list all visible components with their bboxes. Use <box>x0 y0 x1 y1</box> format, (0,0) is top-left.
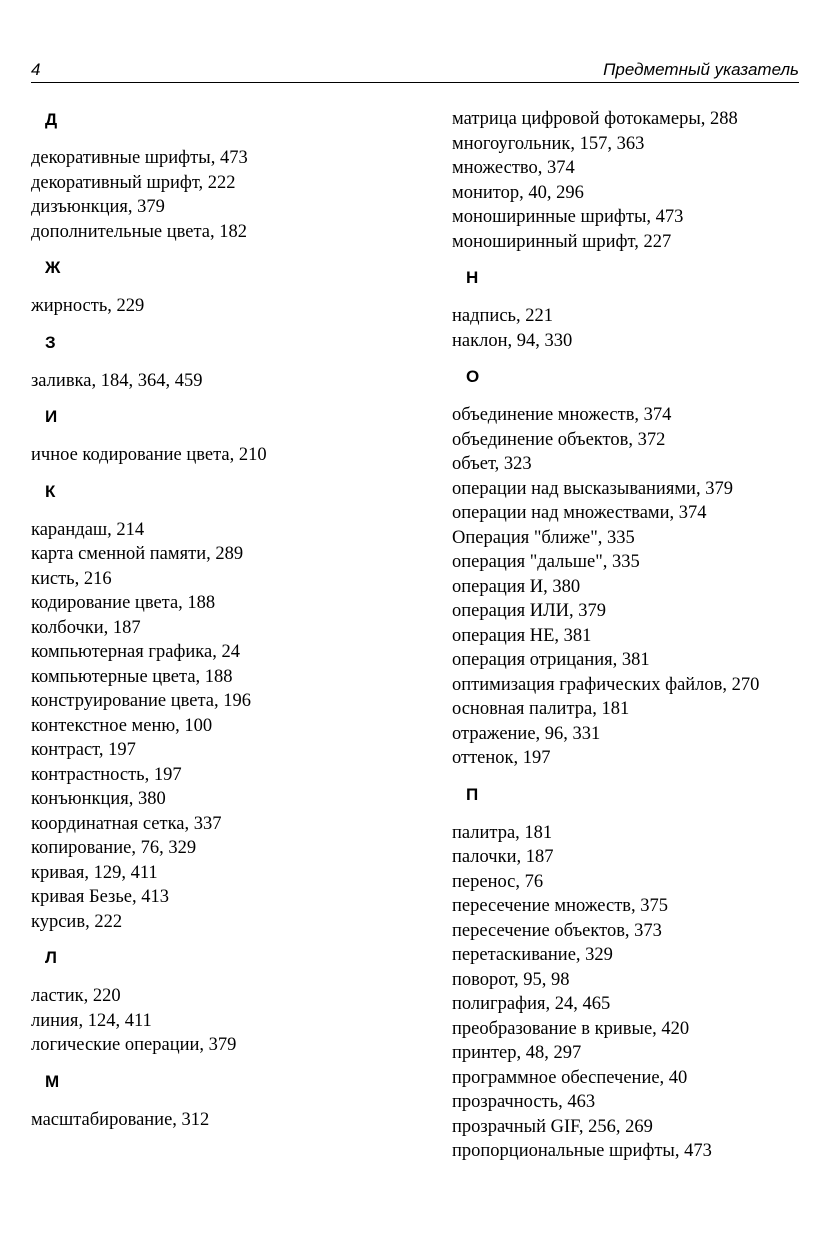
index-entry: логические операции, 379 <box>31 1035 237 1055</box>
index-entry: компьютерные цвета, 188 <box>31 666 233 687</box>
index-section <box>31 480 411 935</box>
index-entry: матрица цифровой фотокамеры, 288 <box>452 109 738 129</box>
index-entry: операции над высказываниями, 379 <box>452 478 733 499</box>
index-section <box>452 365 812 771</box>
section-letter: И <box>45 407 58 426</box>
continued-entries <box>452 107 812 254</box>
page-number: 4 <box>31 60 41 79</box>
index-entry: масштабирование, 312 <box>31 1109 210 1130</box>
index-entry: операция НЕ, 381 <box>452 625 592 646</box>
index-entry: операция И, 380 <box>452 576 581 597</box>
index-entry: заливка, 184, 364, 459 <box>31 370 203 391</box>
index-entry: пересечение объектов, 373 <box>452 920 662 941</box>
index-entry: пересечение множеств, 375 <box>452 896 669 916</box>
index-entry: кривая, 129, 411 <box>31 862 158 883</box>
right-column <box>452 107 812 1176</box>
index-section <box>31 946 411 1058</box>
index-entry: кодирование цвета, 188 <box>31 593 216 613</box>
index-entry: линия, 124, 411 <box>31 1010 152 1031</box>
index-entry: перенос, 76 <box>452 871 544 892</box>
index-entry: оттенок, 197 <box>452 748 551 768</box>
index-entry: поворот, 95, 98 <box>452 969 570 990</box>
index-entry: контраст, 197 <box>31 740 136 760</box>
index-section <box>31 1070 411 1133</box>
section-letter: Д <box>45 110 58 129</box>
section-letter: Н <box>466 268 479 287</box>
index-entry: конъюнкция, 380 <box>31 789 166 809</box>
index-entry: моноширинный шрифт, 227 <box>452 231 672 252</box>
index-entry: Операция "ближе", 335 <box>452 527 635 548</box>
index-section <box>31 405 411 468</box>
index-entry: декоративные шрифты, 473 <box>31 148 248 168</box>
index-entry: объединение объектов, 372 <box>452 429 666 450</box>
index-entry: курсив, 222 <box>31 911 123 932</box>
index-entry: кривая Безье, 413 <box>31 887 169 907</box>
section-letter: П <box>466 784 479 804</box>
running-title: Предметный указатель <box>603 60 799 79</box>
index-entry: карта сменной памяти, 289 <box>31 544 244 564</box>
index-entry: основная палитра, 181 <box>452 699 630 719</box>
index-entry: преобразование в кривые, 420 <box>452 1018 690 1039</box>
index-entry: принтер, 48, 297 <box>452 1043 582 1063</box>
index-section <box>31 108 411 244</box>
index-entry: надпись, 221 <box>452 306 553 326</box>
index-entry: объединение множеств, 374 <box>452 405 672 425</box>
index-entry: множество, 374 <box>452 158 575 178</box>
index-entry: компьютерная графика, 24 <box>31 642 240 662</box>
section-letter: М <box>45 1071 60 1091</box>
section-letter: К <box>45 481 56 501</box>
index-entry: полиграфия, 24, 465 <box>452 994 611 1014</box>
index-entry: карандаш, 214 <box>31 519 145 540</box>
index-section <box>452 266 812 353</box>
left-column <box>31 100 411 1144</box>
index-entry: дополнительные цвета, 182 <box>31 221 247 242</box>
index-section <box>31 331 411 394</box>
index-entry: отражение, 96, 331 <box>452 723 601 744</box>
index-entry: пропорциональные шрифты, 473 <box>452 1141 712 1161</box>
index-entry: операция "дальше", 335 <box>452 552 640 572</box>
index-entry: кисть, 216 <box>31 568 112 589</box>
index-entry: программное обеспечение, 40 <box>452 1067 688 1088</box>
index-entry: моноширинные шрифты, 473 <box>452 207 684 227</box>
index-entry: перетаскивание, 329 <box>452 945 613 965</box>
index-entry: контекстное меню, 100 <box>31 715 213 736</box>
index-entry: координатная сетка, 337 <box>31 813 222 834</box>
index-entry: жирность, 229 <box>31 296 145 316</box>
index-entry: объет, 323 <box>452 454 532 474</box>
index-entry: конструирование цвета, 196 <box>31 691 251 711</box>
index-section <box>452 783 812 1164</box>
section-letter: З <box>45 332 56 352</box>
index-entry: многоугольник, 157, 363 <box>452 133 645 154</box>
index-entry: ластик, 220 <box>31 986 121 1006</box>
section-letter: О <box>466 367 480 386</box>
index-entry: дизъюнкция, 379 <box>31 197 165 217</box>
index-entry: операция ИЛИ, 379 <box>452 601 607 621</box>
page-header <box>31 56 799 83</box>
index-section <box>31 256 411 319</box>
index-entry: операция отрицания, 381 <box>452 650 650 670</box>
index-entry: оптимизация графических файлов, 270 <box>452 674 760 695</box>
section-letter: Ж <box>45 258 61 277</box>
index-entry: колбочки, 187 <box>31 617 141 638</box>
index-entry: прозрачность, 463 <box>452 1092 596 1112</box>
index-entry: палитра, 181 <box>452 822 553 843</box>
index-entry: контрастность, 197 <box>31 764 182 785</box>
index-entry: палочки, 187 <box>452 847 554 867</box>
index-entry: наклон, 94, 330 <box>452 330 573 351</box>
index-entry: операции над множествами, 374 <box>452 503 707 523</box>
index-entry: копирование, 76, 329 <box>31 838 197 858</box>
index-entry: декоративный шрифт, 222 <box>31 172 236 193</box>
index-entry: прозрачный GIF, 256, 269 <box>452 1116 653 1137</box>
index-entry: ичное кодирование цвета, 210 <box>31 445 267 465</box>
section-letter: Л <box>45 948 57 967</box>
index-entry: монитор, 40, 296 <box>452 182 584 203</box>
